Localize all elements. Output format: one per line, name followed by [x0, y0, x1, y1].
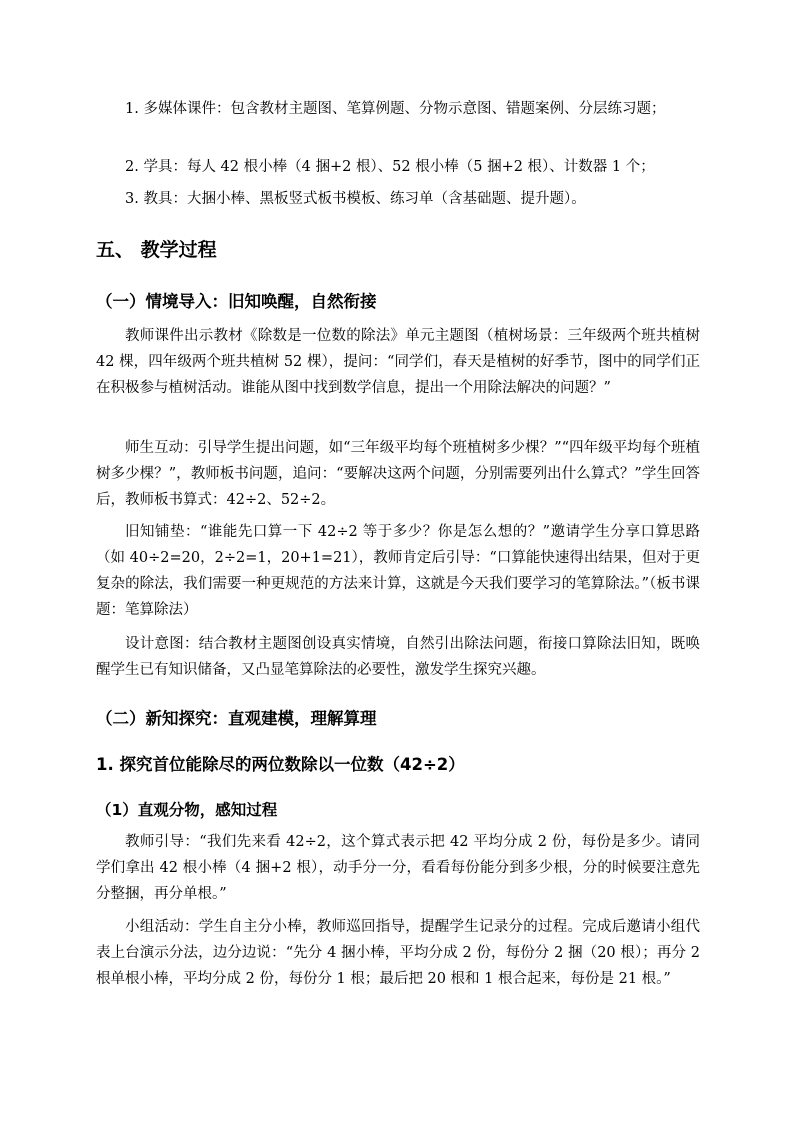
subsection-1a-title: （1）直观分物，感知过程 [96, 801, 278, 819]
materials-item-3: 3. 教具：大捆小棒、黑板竖式板书模板、练习单（含基础题、提升题）。 [125, 191, 586, 207]
part-1-paragraph-3: 旧知铺垫：“谁能先口算一下 42÷2 等于多少？你是怎么想的？”邀请学生分享口算思路（如 40÷2=20，2÷2=1，20+1=21），教师肯定后引导：“口算能快速得出结果，但对于更复杂的除法，我们需要一种更规范的方法来计算，这就是今天我们要学习的笔算除法。”（板书课题：笔算除法） [96, 524, 700, 618]
part-1-paragraph-2: 师生互动：引导学生提出问题，如“三年级平均每个班植树多少棵？”“四年级平均每个班植树多少棵？”，教师板书问题，追问：“要解决这两个问题，分别需要列出什么算式？”学生回答后，教师板书算式：42÷2、52÷2。 [96, 440, 700, 508]
subsection-1a-paragraph-1: 教师引导：“我们先来看 42÷2，这个算式表示把 42 平均分成 2 份，每份是多少。请同学们拿出 42 根小棒（4 捆+2 根），动手分一分，看看每份能分到多少根，分的时候要注意先分整捆，再分单根。” [96, 834, 700, 902]
materials-item-2: 2. 学具：每人 42 根小棒（4 捆+2 根）、52 根小棒（5 捆+2 根）、计数器 1 个； [125, 159, 655, 175]
part-1-paragraph-1: 教师课件出示教材《除数是一位数的除法》单元主题图（植树场景：三年级两个班共植树 42 棵，四年级两个班共植树 52 棵），提问：“同学们，春天是植树的好季节，图中的同学们正在积极参与植树活动。谁能从图中找到数学信息，提出一个用除法解决的问题？” [96, 328, 700, 396]
part-2-title: （二）新知探究：直观建模，理解算理 [96, 709, 377, 728]
part-1-title: （一）情境导入：旧知唤醒，自然衔接 [96, 292, 377, 311]
section-title-teaching-process: 五、 教学过程 [96, 239, 217, 261]
materials-item-1: 1. 多媒体课件：包含教材主题图、笔算例题、分物示意图、错题案例、分层练习题； [125, 101, 666, 117]
subsection-1-title: 1. 探究首位能除尽的两位数除以一位数（42÷2） [96, 755, 465, 774]
part-1-design-intent: 设计意图：结合教材主题图创设真实情境，自然引出除法问题，衔接口算除法旧知，既唤醒学生已有知识储备，又凸显笔算除法的必要性，激发学生探究兴趣。 [96, 636, 700, 678]
subsection-1a-paragraph-2: 小组活动：学生自主分小棒，教师巡回指导，提醒学生记录分的过程。完成后邀请小组代表上台演示分法，边分边说：“先分 4 捆小棒，平均分成 2 份，每份分 2 捆（20 根）；再分 2 根单根小棒，平均分成 2 份，每份分 1 根；最后把 20 根和 1 根合起来，每份是 21 根。” [96, 919, 700, 987]
